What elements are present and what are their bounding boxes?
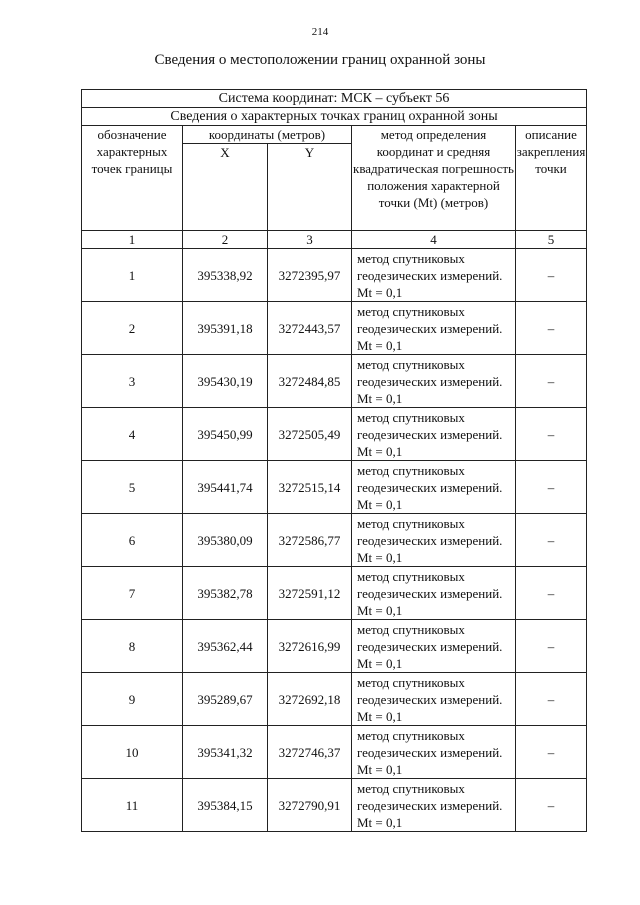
y-coordinate-cell: 3272616,99 [268,620,352,673]
point-cell: 6 [82,514,183,567]
point-cell: 10 [82,726,183,779]
method-cell: метод спутниковых геодезических измерений. Mt = 0,1 [352,620,516,673]
table-row [82,249,587,302]
header-coords: координаты (метров) [183,126,352,144]
point-cell: 5 [82,461,183,514]
x-coordinate-cell: 395441,74 [183,461,268,514]
y-coordinate-cell: 3272443,57 [268,302,352,355]
table-row [82,567,587,620]
y-coordinate-cell: 3272692,18 [268,673,352,726]
header-y: Y [268,144,352,231]
coordinate-system-label: Система координат: МСК – субъект 56 [82,90,587,108]
y-coordinate-cell: 3272586,77 [268,514,352,567]
method-cell: метод спутниковых геодезических измерений. Mt = 0,1 [352,514,516,567]
fixing-cell: – [516,726,587,779]
fixing-cell: – [516,461,587,514]
fixing-cell: – [516,355,587,408]
y-coordinate-cell: 3272515,14 [268,461,352,514]
point-cell: 7 [82,567,183,620]
point-cell: 11 [82,779,183,832]
x-coordinate-cell: 395338,92 [183,249,268,302]
y-coordinate-cell: 3272746,37 [268,726,352,779]
column-number-row [82,231,587,249]
method-cell: метод спутниковых геодезических измерений. Mt = 0,1 [352,355,516,408]
table-row [82,514,587,567]
y-coordinate-cell: 3272395,97 [268,249,352,302]
method-cell: метод спутниковых геодезических измерений. Mt = 0,1 [352,461,516,514]
document-title: Сведения о местоположении границ охранной зоны [154,52,486,68]
x-coordinate-cell: 395391,18 [183,302,268,355]
page-number: 214 [311,26,329,38]
x-coordinate-cell: 395384,15 [183,779,268,832]
fixing-cell: – [516,779,587,832]
header-row [82,126,587,144]
fixing-cell: – [516,514,587,567]
method-cell: метод спутниковых геодезических измерений. Mt = 0,1 [352,249,516,302]
method-cell: метод спутниковых геодезических измерений. Mt = 0,1 [352,567,516,620]
column-number: 2 [183,231,268,249]
x-coordinate-cell: 395450,99 [183,408,268,461]
x-coordinate-cell: 395380,09 [183,514,268,567]
x-coordinate-cell: 395341,32 [183,726,268,779]
y-coordinate-cell: 3272591,12 [268,567,352,620]
column-number: 4 [352,231,516,249]
table-row [82,408,587,461]
y-coordinate-cell: 3272505,49 [268,408,352,461]
method-cell: метод спутниковых геодезических измерений. Mt = 0,1 [352,779,516,832]
table-row [82,355,587,408]
point-cell: 3 [82,355,183,408]
table-row [82,620,587,673]
coordinates-table [81,89,587,832]
x-coordinate-cell: 395382,78 [183,567,268,620]
fixing-cell: – [516,408,587,461]
table-row [82,673,587,726]
fixing-cell: – [516,673,587,726]
fixing-cell: – [516,249,587,302]
fixing-cell: – [516,620,587,673]
coordinate-system-row [82,90,587,108]
table-row [82,779,587,832]
point-cell: 2 [82,302,183,355]
table-row [82,302,587,355]
header-x: X [183,144,268,231]
column-number: 1 [82,231,183,249]
header-fixing: описание закрепления точки [516,126,587,231]
method-cell: метод спутниковых геодезических измерений. Mt = 0,1 [352,726,516,779]
points-subtitle-row [82,108,587,126]
points-subtitle-label: Сведения о характерных точках границ охранной зоны [82,108,587,126]
x-coordinate-cell: 395289,67 [183,673,268,726]
column-number: 5 [516,231,587,249]
header-point: обозначение характерных точек границы [82,126,183,231]
method-cell: метод спутниковых геодезических измерений. Mt = 0,1 [352,302,516,355]
table-row [82,726,587,779]
x-coordinate-cell: 395430,19 [183,355,268,408]
point-cell: 1 [82,249,183,302]
fixing-cell: – [516,567,587,620]
point-cell: 4 [82,408,183,461]
header-method: метод определения координат и средняя квадратическая погрешность положения характерной точки (Mt) (метров) [352,126,516,231]
method-cell: метод спутниковых геодезических измерений. Mt = 0,1 [352,408,516,461]
y-coordinate-cell: 3272790,91 [268,779,352,832]
x-coordinate-cell: 395362,44 [183,620,268,673]
method-cell: метод спутниковых геодезических измерений. Mt = 0,1 [352,673,516,726]
column-number: 3 [268,231,352,249]
point-cell: 8 [82,620,183,673]
y-coordinate-cell: 3272484,85 [268,355,352,408]
fixing-cell: – [516,302,587,355]
table-row [82,461,587,514]
point-cell: 9 [82,673,183,726]
